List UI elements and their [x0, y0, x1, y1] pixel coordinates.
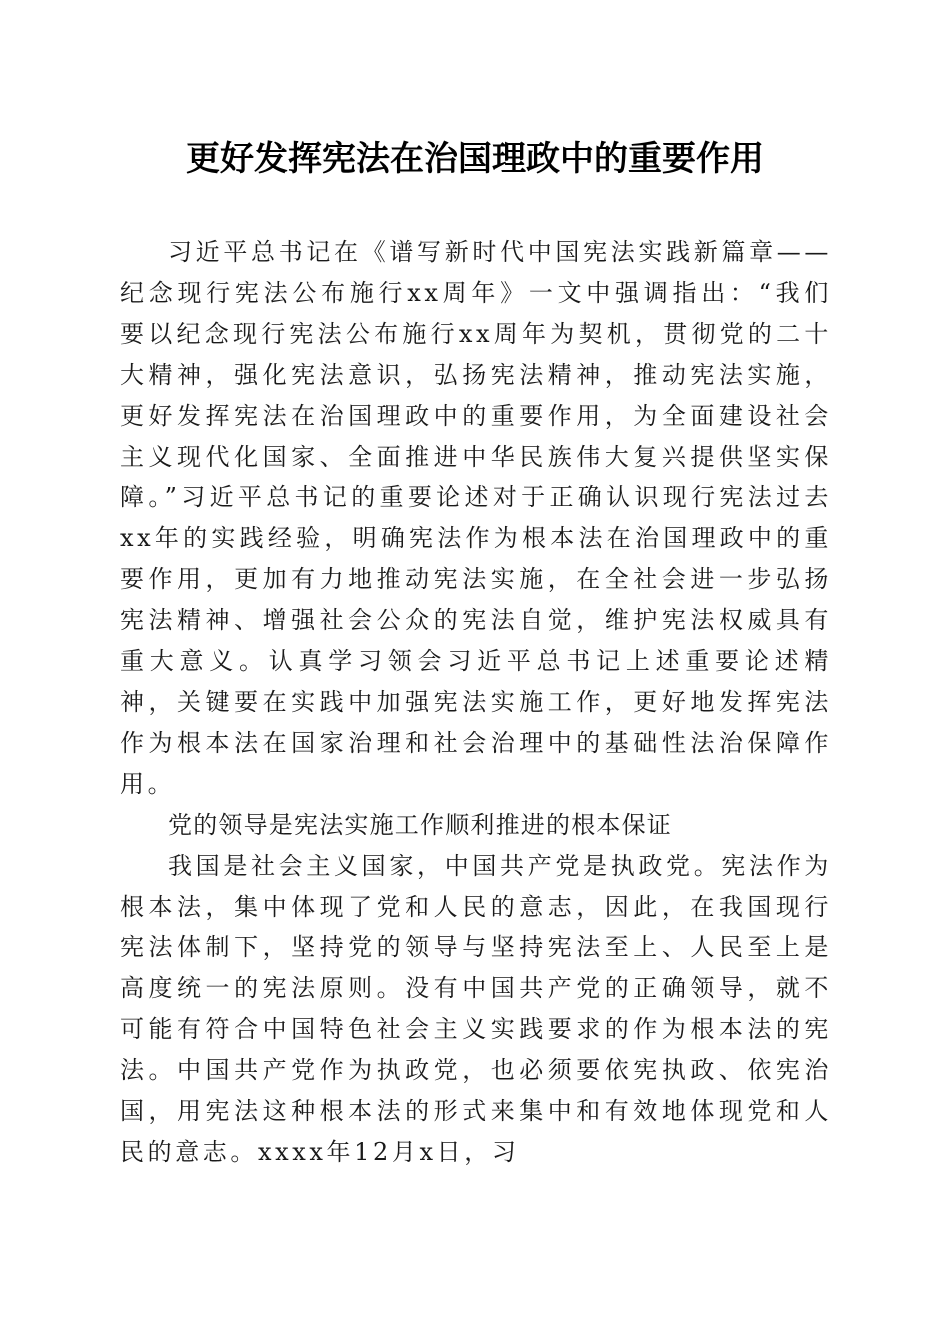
document-title: 更好发挥宪法在治国理政中的重要作用 — [186, 139, 764, 179]
intro-paragraph: 习近平总书记在《谱写新时代中国宪法实践新篇章——纪念现行宪法公布施行xx周年》一文中强调指出：“我们要以纪念现行宪法公布施行xx周年为契机，贯彻党的二十大精神，强化宪法意识，弘扬宪法精神，推动宪法实施，更好发挥宪法在治国理政中的重要作用，为全面建设社会主义现代化国家、全面推进中华民族伟大复兴提供坚实保障。”习近平总书记的重要论述对于正确认识现行宪法过去xx年的实践经验，明确宪法作为根本法在治国理政中的重要作用，更加有力地推动宪法实施，在全社会进一步弘扬宪法精神、增强社会公众的宪法自觉，维护宪法权威具有重大意义。认真学习领会习近平总书记上述重要论述精神，关键要在实践中加强宪法实施工作，更好地发挥宪法作为根本法在国家治理和社会治理中的基础性法治保障作用。 — [120, 238, 832, 798]
section-heading: 党的领导是宪法实施工作顺利推进的根本保证 — [168, 810, 672, 839]
document-body — [120, 232, 832, 1173]
section-paragraph: 我国是社会主义国家，中国共产党是执政党。宪法作为根本法，集中体现了党和人民的意志，因此，在我国现行宪法体制下，坚持党的领导与坚持宪法至上、人民至上是高度统一的宪法原则。没有中国共产党的正确领导，就不可能有符合中国特色社会主义实践要求的作为根本法的宪法。中国共产党作为执政党，也必须要依宪执政、依宪治国，用宪法这种根本法的形式来集中和有效地体现党和人民的意志。xxxx年12月x日，习 — [120, 851, 832, 1166]
